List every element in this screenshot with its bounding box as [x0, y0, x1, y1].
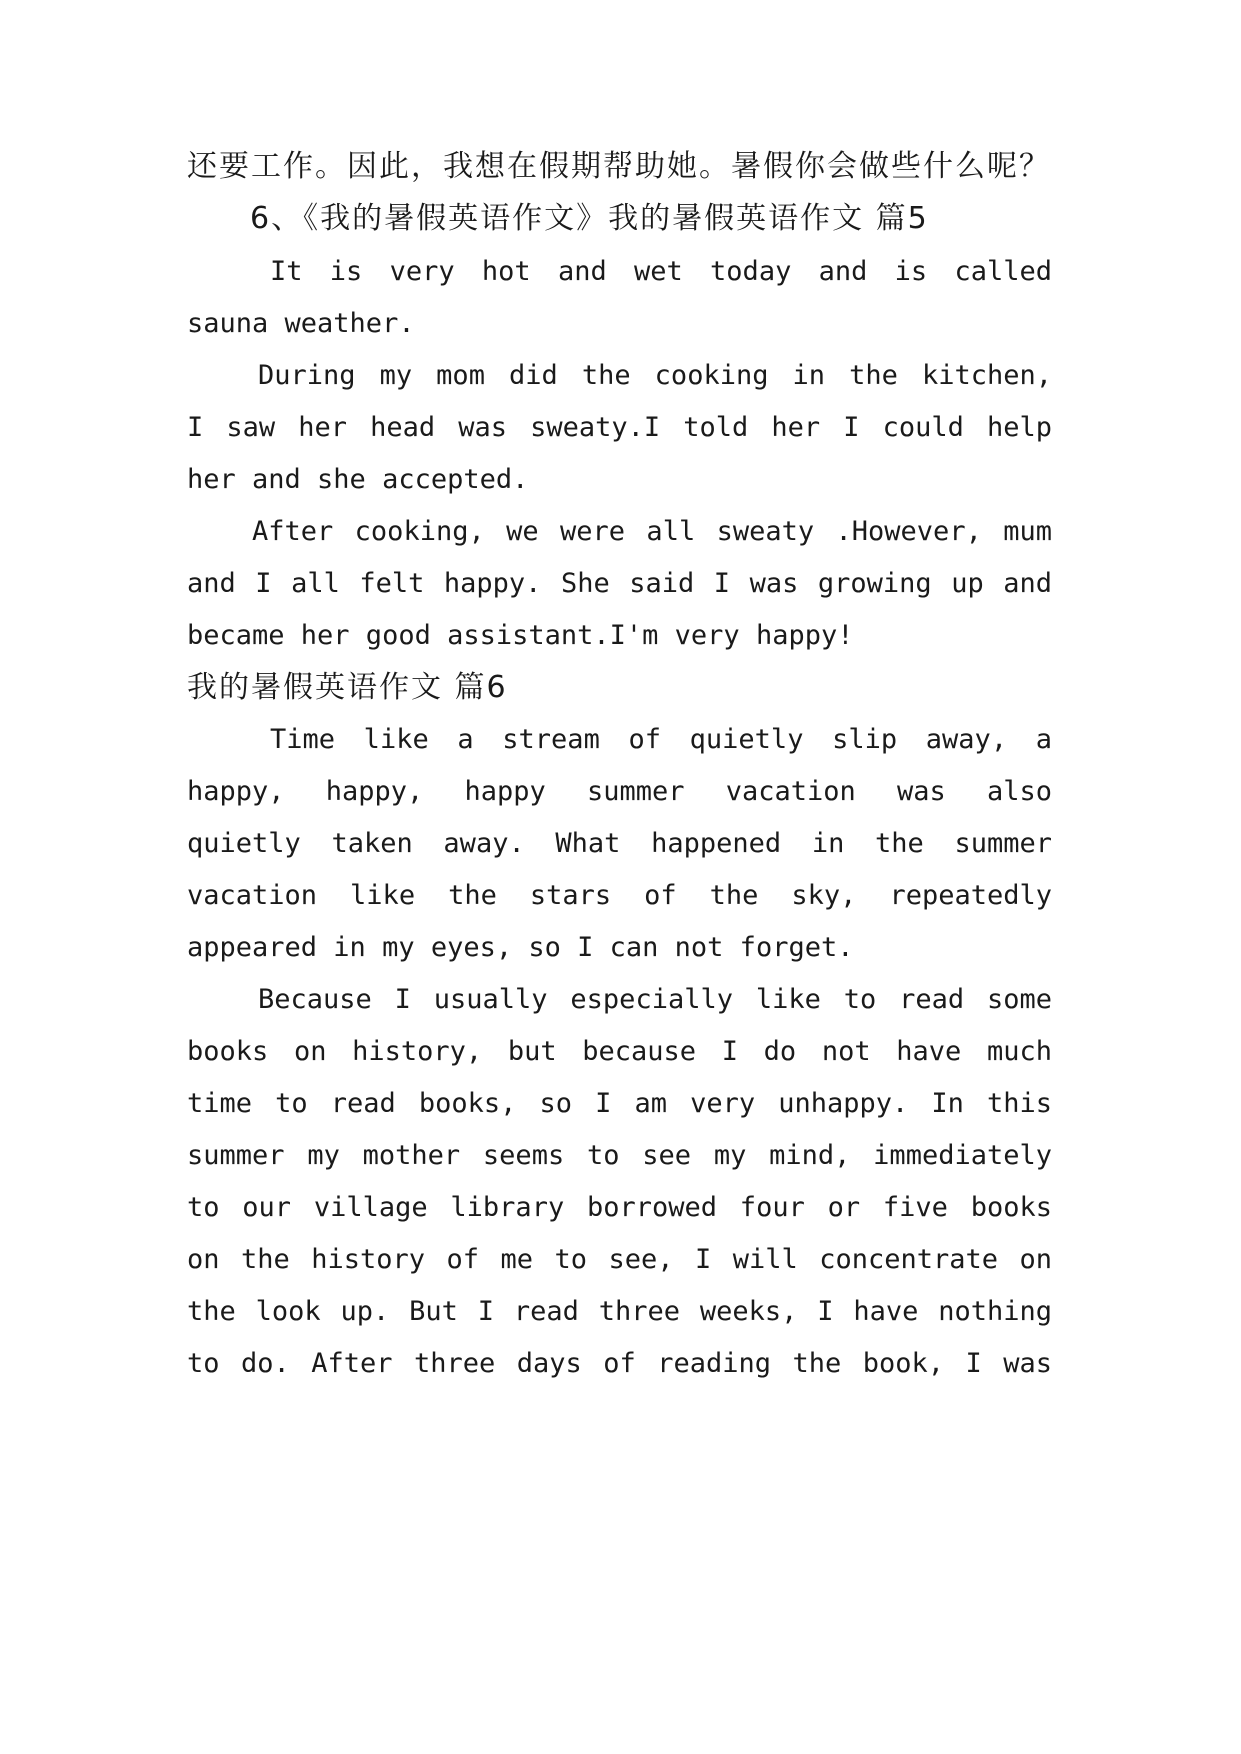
paragraph-line: sauna weather. [187, 308, 415, 339]
paragraph-line: Because I usually especially like to read some [258, 984, 1052, 1015]
paragraph-line: Time like a stream of quietly slip away, a [270, 724, 1052, 755]
paragraph-line: happy, happy, happy summer vacation was also [187, 776, 1052, 807]
paragraph-line: books on history, but because I do not have much [187, 1036, 1052, 1067]
paragraph-line: appeared in my eyes, so I can not forget. [187, 932, 854, 963]
paragraph-line: to do. After three days of reading the book, I was [187, 1348, 1052, 1379]
paragraph-line: summer my mother seems to see my mind, immediately [187, 1140, 1052, 1171]
paragraph-line: became her good assistant.I'm very happy! [187, 620, 854, 651]
paragraph-line: During my mom did the cooking in the kitchen, [258, 360, 1052, 391]
paragraph-line: I saw her head was sweaty.I told her I could help [187, 412, 1052, 443]
paragraph-line: time to read books, so I am very unhappy. In this [187, 1088, 1052, 1119]
section-heading-6: 我的暑假英语作文 篇6 [187, 670, 508, 705]
paragraph-line: to our village library borrowed four or five books [187, 1192, 1052, 1223]
paragraph-line: on the history of me to see, I will concentrate on [187, 1244, 1052, 1275]
paragraph-line: the look up. But I read three weeks, I have nothing [187, 1296, 1052, 1327]
paragraph-line: her and she accepted. [187, 464, 529, 495]
paragraph-line: quietly taken away. What happened in the summer [187, 828, 1052, 859]
section-heading-5: 6、《我的暑假英语作文》我的暑假英语作文 篇5 [250, 201, 929, 236]
paragraph-line-cn-ending: 还要工作。因此，我想在假期帮助她。暑假你会做些什么呢？ [187, 149, 1051, 184]
paragraph-line: After cooking, we were all sweaty .However, mum [252, 516, 1052, 547]
paragraph-line: vacation like the stars of the sky, repeatedly [187, 880, 1052, 911]
paragraph-line: It is very hot and wet today and is called [270, 256, 1052, 287]
paragraph-line: and I all felt happy. She said I was growing up and [187, 568, 1052, 599]
